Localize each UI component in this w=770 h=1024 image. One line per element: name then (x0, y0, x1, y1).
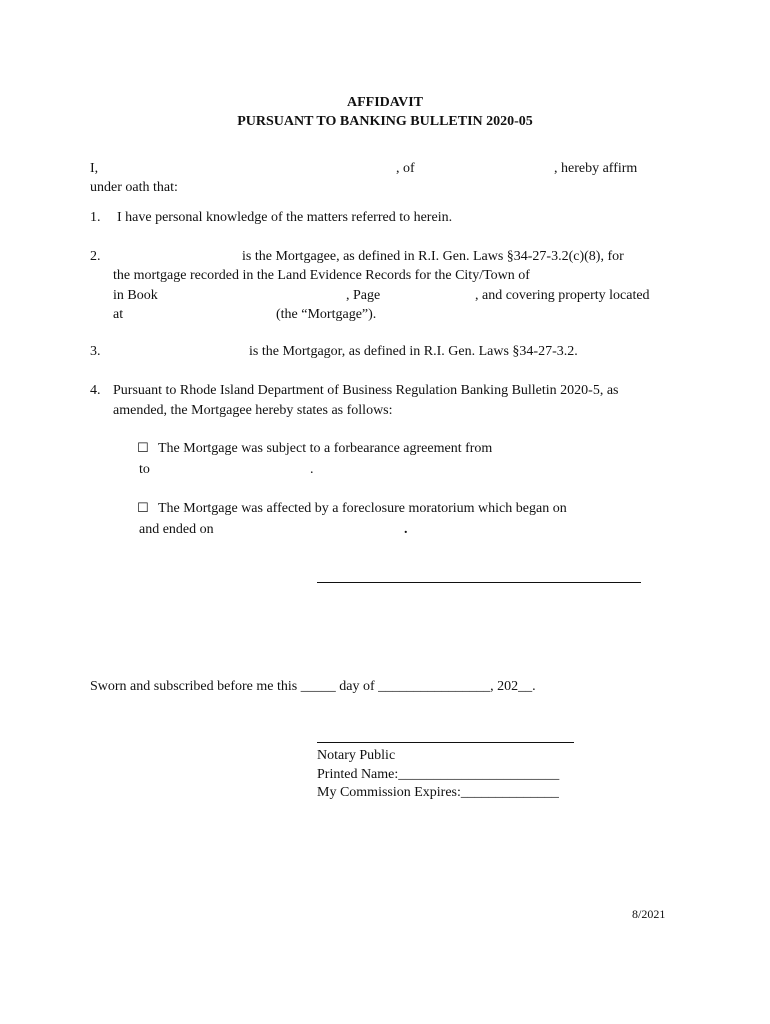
notary-signature-line (317, 742, 574, 743)
moratorium-end-mark: . (404, 522, 408, 537)
intro-of-label: , of (396, 161, 415, 176)
forbearance-text: The Mortgage was subject to a forbearance agreement from (158, 441, 493, 456)
forbearance-end-mark: . (310, 462, 314, 477)
title-subtitle: PURSUANT TO BANKING BULLETIN 2020-05 (237, 114, 533, 129)
moratorium-checkbox[interactable]: ☐ (137, 501, 149, 516)
item2-covering-text: , and covering property located (475, 288, 650, 303)
footer-date: 8/2021 (632, 907, 666, 921)
intro-affirm-label: , hereby affirm (554, 161, 638, 176)
forbearance-checkbox[interactable]: ☐ (137, 441, 149, 456)
notary-commission-expires: My Commission Expires:______________ (317, 785, 559, 800)
intro-i-label: I, (90, 161, 99, 176)
item4-line1: Pursuant to Rhode Island Department of Business Regulation Banking Bulletin 2020-5, as (113, 383, 619, 398)
notary-printed-name: Printed Name:_______________________ (317, 767, 560, 782)
title-affidavit: AFFIDAVIT (347, 95, 423, 110)
item2-book-label: in Book (113, 288, 158, 303)
item2-number: 2. (90, 249, 101, 264)
sworn-statement: Sworn and subscribed before me this _____ day of ________________, 202__. (90, 679, 536, 694)
item3-text: is the Mortgagor, as defined in R.I. Gen. Laws §34-27-3.2. (249, 344, 578, 359)
moratorium-text: The Mortgage was affected by a foreclosure moratorium which began on (158, 501, 567, 516)
intro-line2: under oath that: (90, 180, 178, 195)
item1-text: I have personal knowledge of the matters referred to herein. (117, 210, 453, 225)
item2-at-label: at (113, 307, 124, 322)
item2-page-label: , Page (346, 288, 381, 303)
item3-number: 3. (90, 344, 101, 359)
item2-line2: the mortgage recorded in the Land Evidence Records for the City/Town of (113, 268, 530, 283)
moratorium-ended-label: and ended on (139, 522, 214, 537)
item4-number: 4. (90, 383, 101, 398)
item1-number: 1. (90, 210, 101, 225)
forbearance-to-label: to (139, 462, 150, 477)
item2-mortgagee-text: is the Mortgagee, as defined in R.I. Gen. Laws §34-27-3.2(c)(8), for (242, 249, 624, 264)
item4-line2: amended, the Mortgagee hereby states as follows: (113, 403, 393, 418)
item2-mortgage-text: (the “Mortgage”). (276, 307, 377, 322)
notary-public-label: Notary Public (317, 748, 396, 763)
affiant-signature-line (317, 582, 641, 583)
